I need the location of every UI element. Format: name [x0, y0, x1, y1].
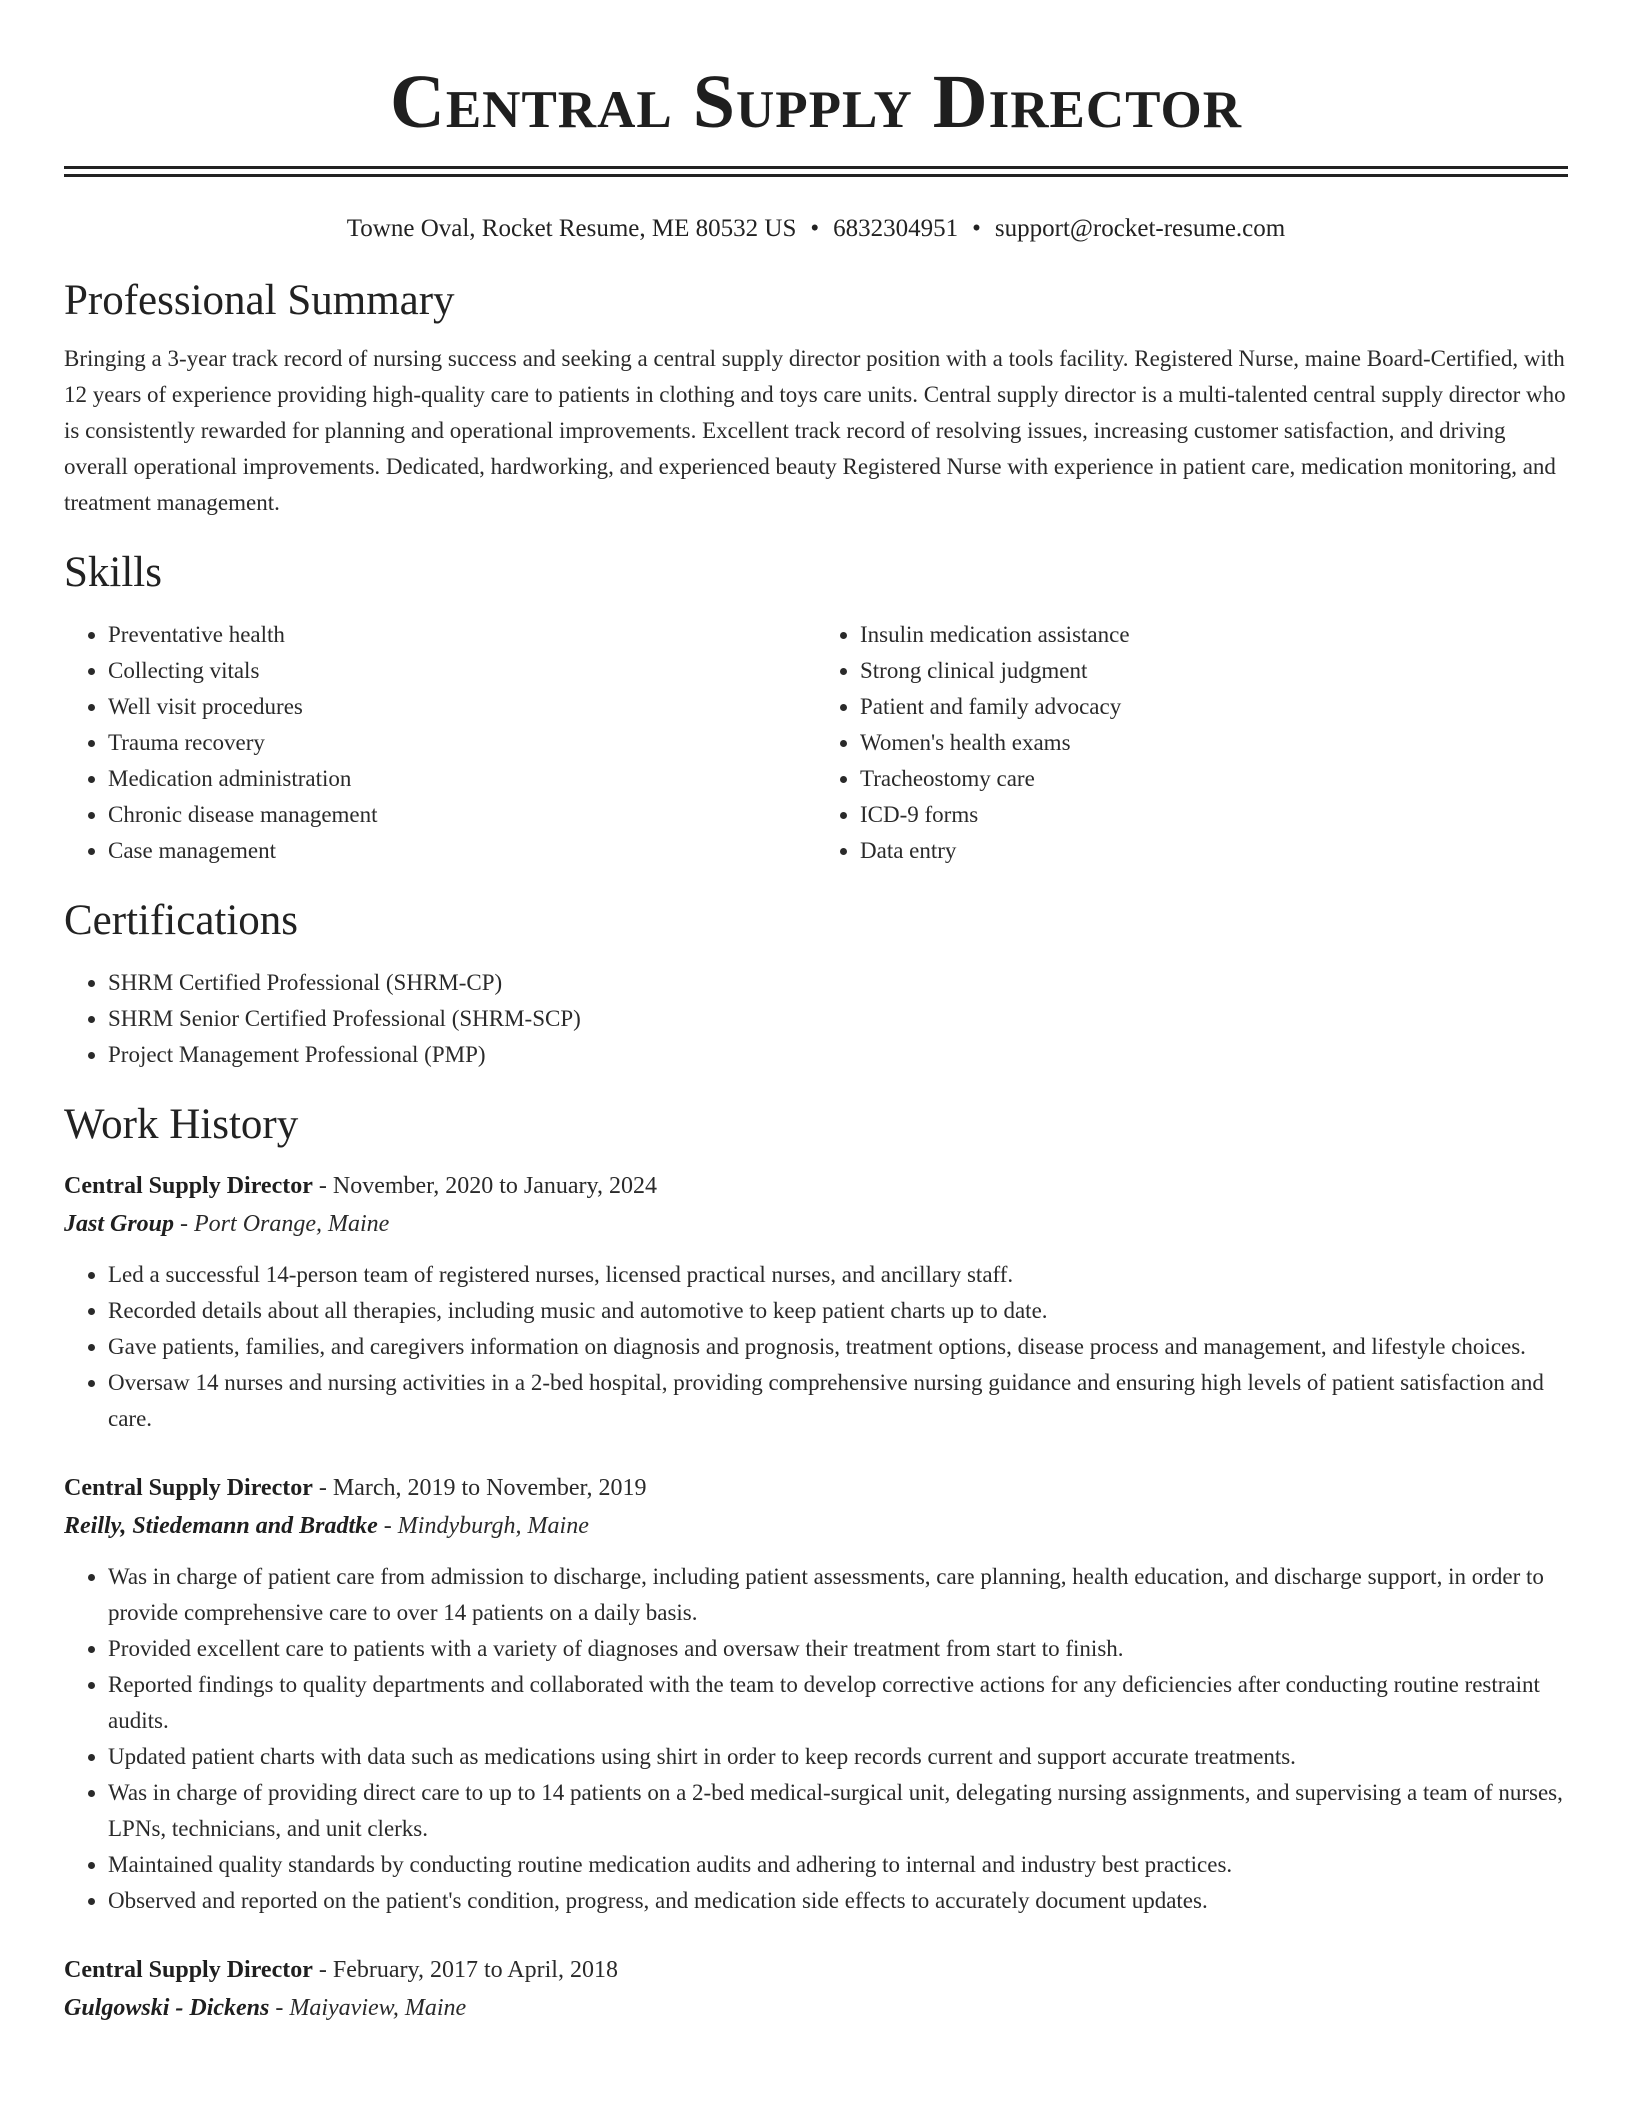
job-company: Jast Group: [64, 1211, 175, 1237]
job-entry: [64, 1167, 1568, 1437]
job-dates: - November, 2020 to January, 2024: [312, 1173, 657, 1199]
skill-item: • Tracheostomy care: [860, 761, 1568, 797]
job-bullet: • Updated patient charts with data such as medications using shirt in order to keep records current and support accurate treatments.: [108, 1739, 1568, 1775]
contact-line: [64, 213, 1568, 245]
skills-list-left: [64, 617, 816, 869]
work-history-list: [64, 1167, 1568, 2027]
job-bullet: • Observed and reported on the patient's condition, progress, and medication side effects to accurately document updates.: [108, 1883, 1568, 1919]
job-bullet-list: [64, 1257, 1568, 1437]
skill-item: • Patient and family advocacy: [860, 689, 1568, 725]
certification-item: • Project Management Professional (PMP): [108, 1037, 1568, 1073]
certifications-list: [64, 965, 1568, 1073]
job-bullet: • Oversaw 14 nurses and nursing activities in a 2-bed hospital, providing comprehensive nursing guidance and ensuring high levels of patient satisfaction and care.: [108, 1365, 1568, 1437]
job-company-line: [64, 1205, 1568, 1243]
skill-item: • Preventative health: [108, 617, 816, 653]
job-title: Central Supply Director: [64, 1957, 313, 1983]
contact-email: support@rocket-resume.com: [994, 215, 1286, 242]
skill-item: • Medication administration: [108, 761, 816, 797]
job-bullet: • Recorded details about all therapies, including music and automotive to keep patient charts up to date.: [108, 1293, 1568, 1329]
skill-item: • ICD-9 forms: [860, 797, 1568, 833]
certification-item: • SHRM Senior Certified Professional (SHRM-SCP): [108, 1001, 1568, 1037]
job-title-line: [64, 1469, 1568, 1507]
skill-item: • Strong clinical judgment: [860, 653, 1568, 689]
skill-item: • Case management: [108, 833, 816, 869]
skill-item: • Data entry: [860, 833, 1568, 869]
job-dates: - February, 2017 to April, 2018: [312, 1957, 618, 1983]
contact-phone: 6832304951: [833, 215, 959, 242]
job-title-line: [64, 1951, 1568, 1989]
skill-item: • Chronic disease management: [108, 797, 816, 833]
job-dates: - March, 2019 to November, 2019: [312, 1475, 647, 1501]
skill-item: • Insulin medication assistance: [860, 617, 1568, 653]
summary-text: Bringing a 3-year track record of nursing success and seeking a central supply director position with a tools facility. Registered Nurse, maine Board-Certified, with 12 years of experience providing high-quality care to patients in clothing and toys care units. Central supply director is a multi-talented central supply director who is consistently rewarded for planning and operational improvements. Excellent track record of resolving issues, increasing customer satisfaction, and driving overall operational improvements. Dedicated, hardworking, and experienced beauty Registered Nurse with experience in patient care, medication monitoring, and treatment management.: [64, 346, 1566, 515]
job-entry: [64, 1469, 1568, 1919]
job-location: - Mindyburgh, Maine: [377, 1513, 589, 1539]
job-bullet: • Gave patients, families, and caregivers information on diagnosis and prognosis, treatment options, disease process and management, and lifestyle choices.: [108, 1329, 1568, 1365]
job-bullet: • Provided excellent care to patients with a variety of diagnoses and oversaw their treatment from start to finish.: [108, 1631, 1568, 1667]
certifications-heading: Certifications: [64, 897, 299, 944]
certification-item: • SHRM Certified Professional (SHRM-CP): [108, 965, 1568, 1001]
job-bullet: • Maintained quality standards by conducting routine medication audits and adhering to internal and industry best practices.: [108, 1847, 1568, 1883]
job-location: - Maiyaview, Maine: [269, 1995, 467, 2021]
job-entry: [64, 1951, 1568, 2027]
job-bullet: • Reported findings to quality departments and collaborated with the team to develop corrective actions for any deficiencies after conducting routine restraint audits.: [108, 1667, 1568, 1739]
contact-separator: •: [972, 215, 981, 242]
job-bullet: • Led a successful 14-person team of registered nurses, licensed practical nurses, and ancillary staff.: [108, 1257, 1568, 1293]
resume-name: Central Supply Director: [389, 60, 1243, 144]
job-location: - Port Orange, Maine: [174, 1211, 390, 1237]
contact-address: Towne Oval, Rocket Resume, ME 80532 US: [346, 215, 797, 242]
skill-item: • Trauma recovery: [108, 725, 816, 761]
skill-item: • Well visit procedures: [108, 689, 816, 725]
job-title: Central Supply Director: [64, 1475, 313, 1501]
skills-grid: [64, 617, 1568, 869]
skill-item: • Collecting vitals: [108, 653, 816, 689]
job-company: Gulgowski - Dickens: [64, 1995, 270, 2021]
job-title-line: [64, 1167, 1568, 1205]
work-history-heading: Work History: [64, 1101, 299, 1148]
job-company-line: [64, 1507, 1568, 1545]
job-company-line: [64, 1989, 1568, 2027]
summary-heading: Professional Summary: [64, 277, 455, 324]
job-bullet: • Was in charge of providing direct care to up to 14 patients on a 2-bed medical-surgical unit, delegating nursing assignments, and supervising a team of nurses, LPNs, technicians, and unit clerks.: [108, 1775, 1568, 1847]
job-bullet: • Was in charge of patient care from admission to discharge, including patient assessments, care planning, health education, and discharge support, in order to provide comprehensive care to over 14 patients on a daily basis.: [108, 1559, 1568, 1631]
contact-separator: •: [810, 215, 820, 242]
job-company: Reilly, Stiedemann and Bradtke: [64, 1513, 378, 1539]
header-double-rule: [64, 166, 1568, 177]
job-bullet-list: [64, 1559, 1568, 1919]
job-title: Central Supply Director: [64, 1173, 313, 1199]
skills-heading: Skills: [64, 549, 162, 596]
skill-item: • Women's health exams: [860, 725, 1568, 761]
skills-list-right: [816, 617, 1568, 869]
